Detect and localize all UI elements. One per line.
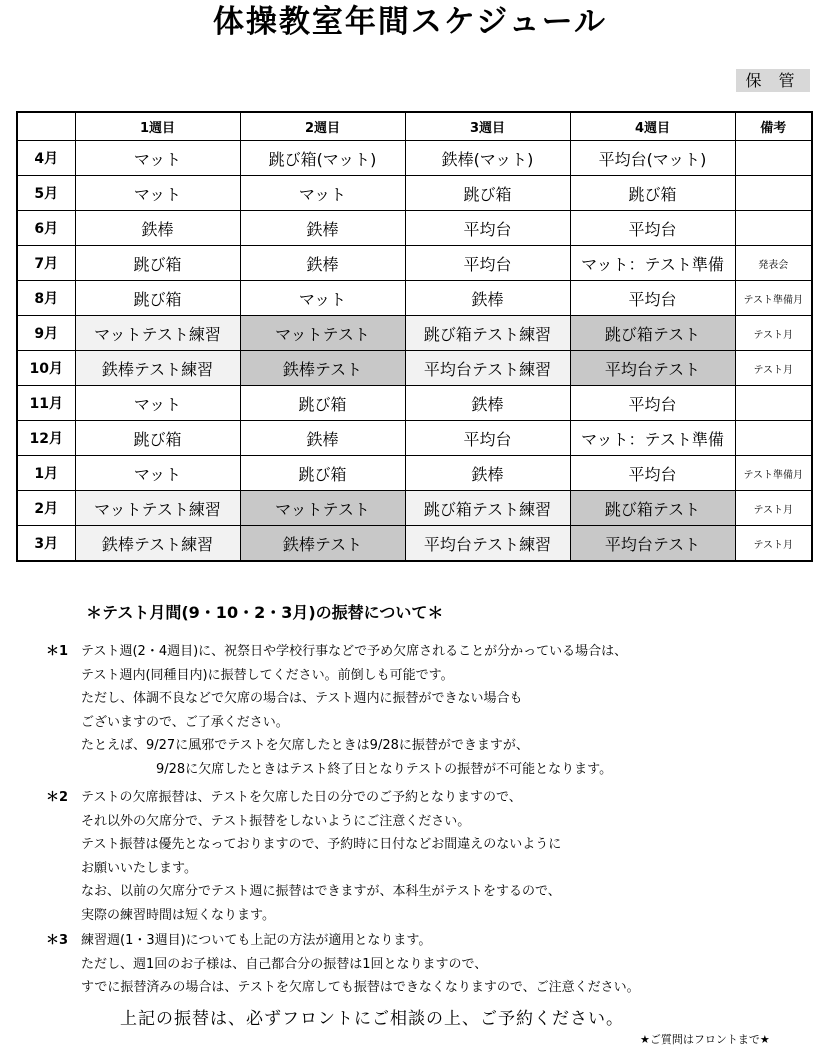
schedule-table	[16, 111, 813, 562]
week1-cell: マット	[75, 141, 240, 176]
week4-cell: 平均台	[570, 456, 735, 491]
week1-cell: マットテスト練習	[75, 491, 240, 526]
month-cell: 1月	[17, 456, 75, 491]
week4-cell: 平均台テスト	[570, 351, 735, 386]
week3-header: 3週目	[405, 112, 570, 141]
note-2	[46, 786, 561, 927]
week4-cell: 平均台テスト	[570, 526, 735, 562]
week2-cell: マットテスト	[240, 316, 405, 351]
note-text: たとえば、9/27に風邪でテストを欠席したときは9/28に振替ができますが、	[81, 738, 529, 753]
week1-cell: マットテスト練習	[75, 316, 240, 351]
note-text: それ以外の欠席分で、テスト振替をしないようにご注意ください。	[81, 813, 471, 829]
week2-cell: 跳び箱(マット)	[240, 141, 405, 176]
note-3	[46, 929, 640, 1000]
week3-cell: 平均台	[405, 421, 570, 456]
remarks-cell	[735, 211, 812, 246]
week3-cell: 平均台	[405, 246, 570, 281]
week3-cell: 鉄棒	[405, 456, 570, 491]
table-row	[17, 176, 812, 211]
note-text: 練習週(1・3週目)についても上記の方法が適用となります。	[81, 933, 432, 948]
corner-header	[17, 112, 75, 141]
month-cell: 8月	[17, 281, 75, 316]
makeup-heading: ＊テスト月間(9・10・2・3月)の振替について＊	[86, 603, 444, 622]
week3-cell: 鉄棒	[405, 386, 570, 421]
week4-cell: 平均台(マット)	[570, 141, 735, 176]
note-text: なお、以前の欠席分でテスト週に振替はできますが、本科生がテストをするので、	[81, 884, 561, 899]
note-text: お願いいたします。	[81, 860, 197, 876]
week3-cell: 平均台テスト練習	[405, 526, 570, 562]
remarks-cell	[735, 421, 812, 456]
note-text: テストの欠席振替は、テストを欠席した日の分でのご予約となりますので、	[81, 790, 522, 805]
week1-cell: 跳び箱	[75, 421, 240, 456]
note-text: 9/28に欠席したときはテスト終了日となりテストの振替が不可能となります。	[156, 761, 613, 777]
table-row	[17, 316, 812, 351]
week1-header: 1週目	[75, 112, 240, 141]
week3-cell: 鉄棒(マット)	[405, 141, 570, 176]
month-cell: 12月	[17, 421, 75, 456]
table-row	[17, 526, 812, 562]
week2-cell: 鉄棒テスト	[240, 351, 405, 386]
week2-cell: 鉄棒	[240, 421, 405, 456]
week2-cell: 鉄棒テスト	[240, 526, 405, 562]
week3-cell: 跳び箱テスト練習	[405, 316, 570, 351]
month-cell: 10月	[17, 351, 75, 386]
remarks-cell: テスト月	[735, 491, 812, 526]
note-text: テスト週内(同種目内)に振替してください。前倒しも可能です。	[81, 667, 454, 683]
table-row	[17, 141, 812, 176]
week3-cell: 跳び箱	[405, 176, 570, 211]
week4-cell: 跳び箱	[570, 176, 735, 211]
note-1-mark: ＊1	[46, 644, 69, 659]
week1-cell: マット	[75, 456, 240, 491]
table-row	[17, 211, 812, 246]
note-3-mark: ＊3	[46, 933, 69, 948]
month-cell: 3月	[17, 526, 75, 562]
week2-cell: 跳び箱	[240, 386, 405, 421]
month-cell: 7月	[17, 246, 75, 281]
month-cell: 9月	[17, 316, 75, 351]
remarks-cell	[735, 141, 812, 176]
week1-cell: 鉄棒テスト練習	[75, 351, 240, 386]
table-row	[17, 456, 812, 491]
week1-cell: マット	[75, 176, 240, 211]
remarks-cell: テスト準備月	[735, 281, 812, 316]
week4-cell: 平均台	[570, 211, 735, 246]
table-row	[17, 491, 812, 526]
remarks-cell	[735, 176, 812, 211]
note-text: テスト週(2・4週目)に、祝祭日や学校行事などで予め欠席されることが分かっている場合は、	[81, 644, 628, 659]
week2-cell: マット	[240, 176, 405, 211]
week3-cell: 平均台	[405, 211, 570, 246]
week2-cell: マットテスト	[240, 491, 405, 526]
week1-cell: 跳び箱	[75, 281, 240, 316]
remarks-cell: テスト月	[735, 316, 812, 351]
week4-cell: 平均台	[570, 386, 735, 421]
note-1	[46, 640, 627, 781]
week3-cell: 平均台テスト練習	[405, 351, 570, 386]
note-2-mark: ＊2	[46, 790, 69, 805]
storage-label: 保 管	[736, 69, 810, 92]
week1-cell: 鉄棒テスト練習	[75, 526, 240, 562]
page-title: 体操教室年間スケジュール	[212, 4, 608, 40]
week3-cell: 鉄棒	[405, 281, 570, 316]
week2-cell: 鉄棒	[240, 246, 405, 281]
note-text: テスト振替は優先となっておりますので、予約時に日付などお間違えのないように	[81, 837, 562, 852]
note-text: ただし、体調不良などで欠席の場合は、テスト週内に振替ができない場合も	[81, 691, 523, 706]
month-cell: 11月	[17, 386, 75, 421]
remarks-cell	[735, 386, 812, 421]
table-row	[17, 351, 812, 386]
remarks-cell: テスト準備月	[735, 456, 812, 491]
week4-cell: 平均台	[570, 281, 735, 316]
remarks-cell: テスト月	[735, 526, 812, 562]
week4-cell: マット：テスト準備	[570, 421, 735, 456]
week2-cell: 鉄棒	[240, 211, 405, 246]
week1-cell: マット	[75, 386, 240, 421]
note-text: ございますので、ご了承ください。	[81, 714, 289, 730]
month-cell: 6月	[17, 211, 75, 246]
month-cell: 4月	[17, 141, 75, 176]
header-row	[17, 112, 812, 141]
footer-notice: 上記の振替は、必ずフロントにご相談の上、ご予約ください。	[120, 1009, 624, 1029]
remarks-cell: テスト月	[735, 351, 812, 386]
table-row	[17, 421, 812, 456]
table-row	[17, 281, 812, 316]
week2-cell: マット	[240, 281, 405, 316]
note-text: 実際の練習時間は短くなります。	[81, 907, 275, 923]
week4-cell: 跳び箱テスト	[570, 491, 735, 526]
table-row	[17, 386, 812, 421]
week3-cell: 跳び箱テスト練習	[405, 491, 570, 526]
notes-header: 備考	[735, 112, 812, 141]
note-text: ただし、週1回のお子様は、自己都合分の振替は1回となりますので、	[81, 956, 488, 972]
table-row	[17, 246, 812, 281]
month-cell: 2月	[17, 491, 75, 526]
week2-cell: 跳び箱	[240, 456, 405, 491]
week4-header: 4週目	[570, 112, 735, 141]
note-text: すでに振替済みの場合は、テストを欠席しても振替はできなくなりますので、ご注意ください。	[81, 980, 640, 995]
week4-cell: マット：テスト準備	[570, 246, 735, 281]
week2-header: 2週目	[240, 112, 405, 141]
week1-cell: 鉄棒	[75, 211, 240, 246]
week4-cell: 跳び箱テスト	[570, 316, 735, 351]
week1-cell: 跳び箱	[75, 246, 240, 281]
footer-contact: ★ご質問はフロントまで★	[640, 1033, 770, 1046]
remarks-cell: 発表会	[735, 246, 812, 281]
month-cell: 5月	[17, 176, 75, 211]
